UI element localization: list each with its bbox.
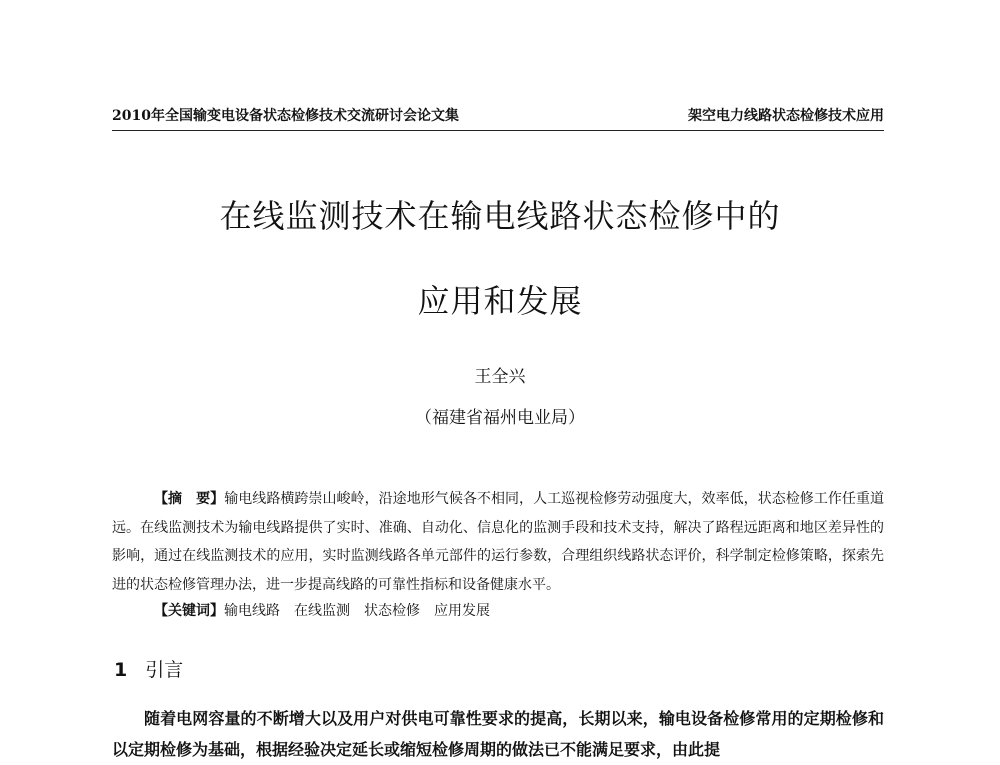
keyword: 状态检修 [364,603,420,619]
running-header-left: 2010年全国输变电设备状态检修技术交流研讨会论文集 [112,108,459,124]
keywords [154,598,884,624]
paper-title-line1: 在线监测技术在输电线路状态检修中的 [219,197,781,235]
running-header-right: 架空电力线路状态检修技术应用 [688,108,884,124]
section-heading [114,656,183,684]
abstract [112,485,884,599]
abstract-text: 输电线路横跨崇山峻岭，沿途地形气候各不相同，人工巡视检修劳动强度大，效率低，状态检修工作任重道远。在线监测技术为输电线路提供了实时、准确、自动化、信息化的监测手段和技术支持，解决了路程远距离和地区差异性的影响，通过在线监测技术的应用，实时监测线路各单元部件的运行参数，合理组织线路状态评价，科学制定检修策略，探索先进的状态检修管理办法，进一步提高线路的可靠性指标和设备健康水平。 [112,491,885,593]
author-name: 王全兴 [474,367,526,387]
keyword: 在线监测 [294,603,350,619]
section-number: 1 [114,659,128,681]
body-paragraph: 随着电网容量的不断增大以及用户对供电可靠性要求的提高，长期以来，输电设备检修常用的定期检修和以定期检修为基础，根据经验决定延长或缩短检修周期的做法已不能满足要求，由此提 [112,709,884,759]
keywords-label: 【关键词】 [154,603,224,619]
section-title: 引言 [145,659,184,681]
paper-title-line2: 应用和发展 [417,282,583,320]
author-affiliation: （福建省福州电业局） [415,408,585,428]
keyword: 输电线路 [224,603,280,619]
keyword: 应用发展 [434,603,490,619]
abstract-label: 【摘 要】 [154,491,225,507]
running-header [112,106,884,131]
